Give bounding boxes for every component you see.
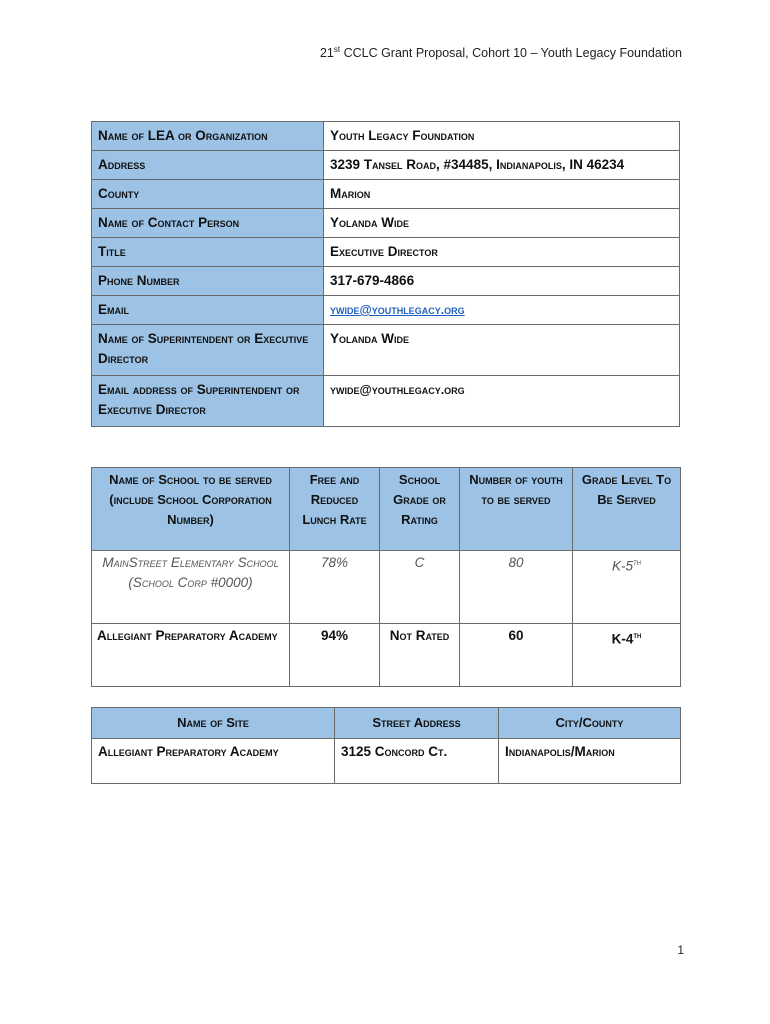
column-header-site: Name of Site bbox=[92, 708, 335, 739]
label-superintendent-email: Email address of Superintendent or Executive Director bbox=[92, 376, 324, 427]
table-row bbox=[92, 624, 681, 687]
cell-city: Indianapolis/Marion bbox=[499, 739, 681, 784]
cell-street: 3125 Concord Ct. bbox=[335, 739, 499, 784]
column-header-city: City/County bbox=[499, 708, 681, 739]
schools-table bbox=[91, 467, 681, 687]
value-superintendent-email: ywide@youthlegacy.org bbox=[330, 383, 465, 397]
cell-grade-level bbox=[573, 551, 681, 624]
value-contact-person: Yolanda Wide bbox=[324, 209, 680, 238]
label-phone: Phone Number bbox=[92, 267, 324, 296]
column-header-lunch-rate: Free and Reduced Lunch Rate bbox=[290, 468, 380, 551]
cell-site: Allegiant Preparatory Academy bbox=[92, 739, 335, 784]
table-row bbox=[92, 122, 680, 151]
table-header-row bbox=[92, 708, 681, 739]
column-header-youth-count: Number of youth to be served bbox=[460, 468, 573, 551]
page-number: 1 bbox=[677, 943, 684, 957]
value-superintendent: Yolanda Wide bbox=[324, 325, 680, 376]
table-row bbox=[92, 180, 680, 209]
column-header-street: Street Address bbox=[335, 708, 499, 739]
cell-school: Allegiant Preparatory Academy bbox=[92, 624, 290, 687]
header-prefix: 21 bbox=[319, 46, 334, 61]
label-contact-person: Name of Contact Person bbox=[92, 209, 324, 238]
label-title: Title bbox=[92, 238, 324, 267]
label-email: Email bbox=[92, 296, 324, 325]
label-county: County bbox=[92, 180, 324, 209]
grade-level-superscript: th bbox=[633, 558, 641, 567]
cell-youth-count: 80 bbox=[460, 551, 573, 624]
cell-lunch-rate: 94% bbox=[290, 624, 380, 687]
table-row bbox=[92, 267, 680, 296]
column-header-grade-level: Grade Level To Be Served bbox=[573, 468, 681, 551]
cell-youth-count: 60 bbox=[460, 624, 573, 687]
table-header-row bbox=[92, 468, 681, 551]
page-header bbox=[320, 45, 682, 60]
label-superintendent: Name of Superintendent or Executive Director bbox=[92, 325, 324, 376]
table-row bbox=[92, 739, 681, 784]
table-row bbox=[92, 296, 680, 325]
value-address: 3239 Tansel Road, #34485, Indianapolis, IN 46234 bbox=[324, 151, 680, 180]
grade-level-text: K-5 bbox=[611, 558, 633, 574]
organization-info-table bbox=[91, 121, 680, 427]
header-superscript: st bbox=[333, 45, 341, 54]
cell-school-grade: Not Rated bbox=[380, 624, 460, 687]
label-organization: Name of LEA or Organization bbox=[92, 122, 324, 151]
column-header-school-grade: School Grade or Rating bbox=[380, 468, 460, 551]
table-row bbox=[92, 325, 680, 376]
cell-grade-level bbox=[573, 624, 681, 687]
value-phone: 317-679-4866 bbox=[324, 267, 680, 296]
value-county: Marion bbox=[324, 180, 680, 209]
cell-lunch-rate: 78% bbox=[290, 551, 380, 624]
cell-school-grade: C bbox=[380, 551, 460, 624]
cell-school: MainStreet Elementary School (School Corp #0000) bbox=[92, 551, 290, 624]
table-row bbox=[92, 209, 680, 238]
grade-level-text: K-4 bbox=[611, 631, 634, 647]
header-suffix: CCLC Grant Proposal, Cohort 10 – Youth Legacy Foundation bbox=[340, 46, 682, 61]
table-row bbox=[92, 238, 680, 267]
table-row bbox=[92, 551, 681, 624]
value-title: Executive Director bbox=[324, 238, 680, 267]
value-organization: Youth Legacy Foundation bbox=[324, 122, 680, 151]
sites-table bbox=[91, 707, 681, 784]
column-header-school: Name of School to be served (include School Corporation Number) bbox=[92, 468, 290, 551]
email-link[interactable]: ywide@youthlegacy.org bbox=[330, 303, 465, 317]
table-row bbox=[92, 376, 680, 427]
label-address: Address bbox=[92, 151, 324, 180]
table-row bbox=[92, 151, 680, 180]
grade-level-superscript: th bbox=[633, 631, 642, 640]
